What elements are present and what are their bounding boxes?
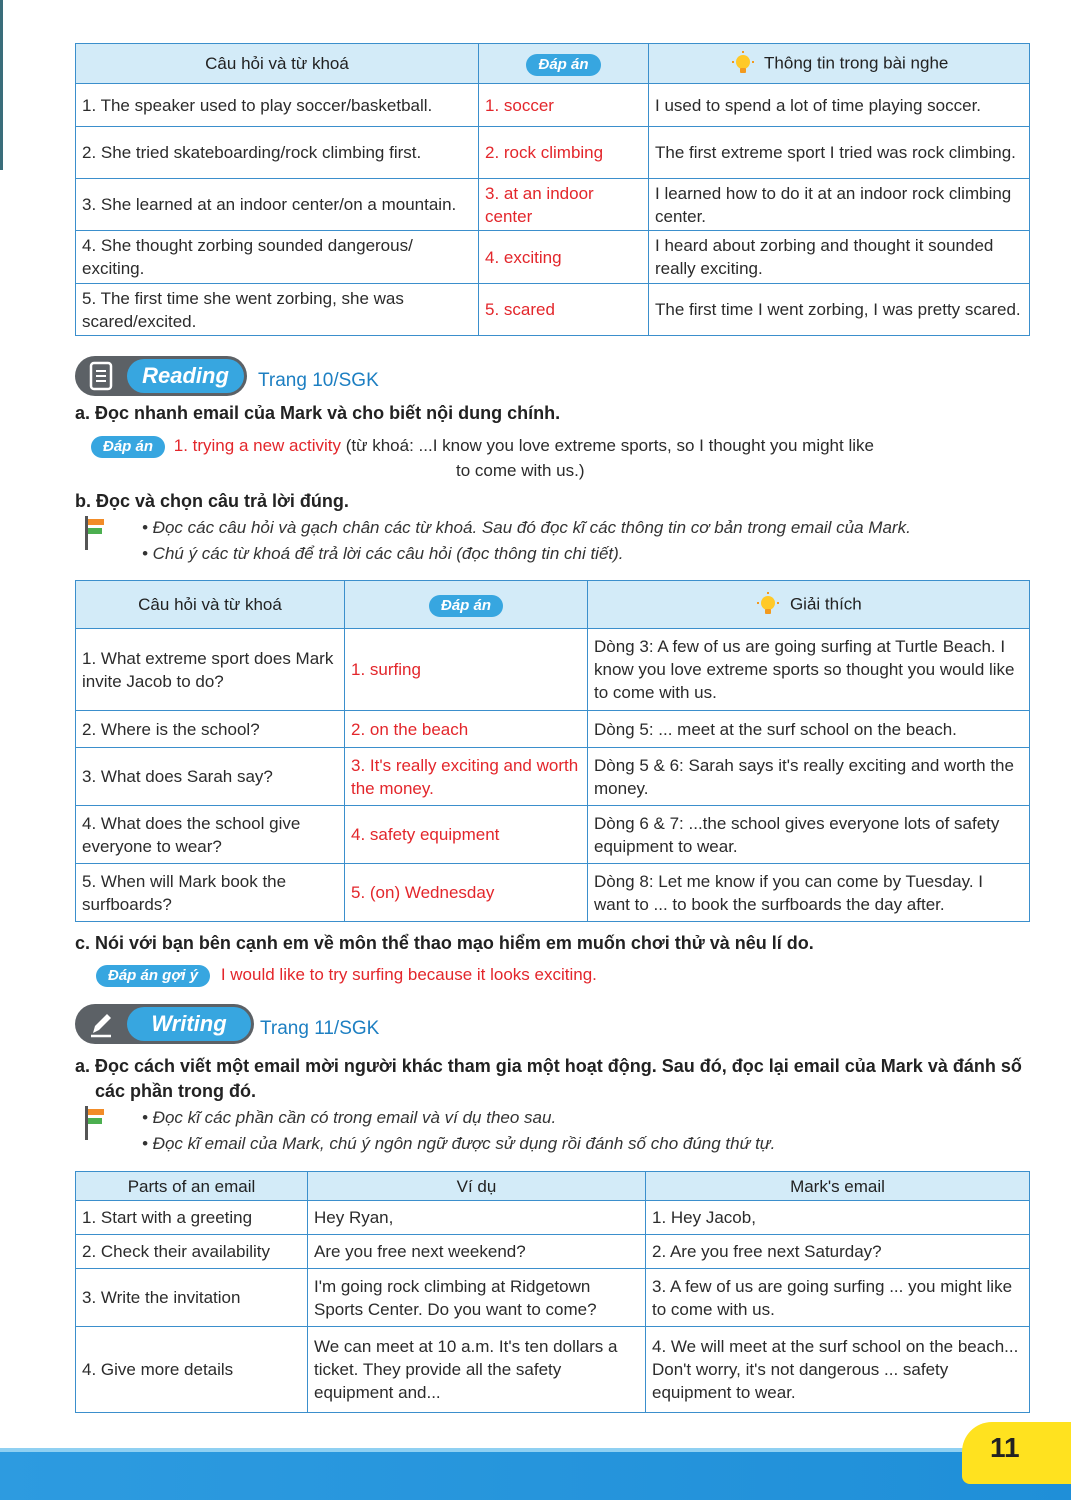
table-row: 4. Give more details We can meet at 10 a.m. It's ten dollars a ticket. They provide all the safety equipment and... 4. We will meet at the surf school on the beach... Don't worry, it's not dangerous ... safety equipment to wear.	[76, 1327, 1030, 1413]
header-parts: Parts of an email	[76, 1172, 308, 1201]
lightbulb-icon	[755, 592, 781, 618]
page-number: 11	[990, 1432, 1020, 1463]
table-row: 3. Write the invitation I'm going rock climbing at Ridgetown Sports Center. Do you want to come? 3. A few of us are going surfing ... you might like to come with us.	[76, 1269, 1030, 1327]
reading-tip-1: • Đọc các câu hỏi và gạch chân các từ khoá. Sau đó đọc kĩ các thông tin cơ bản trong email của Mark.	[142, 518, 911, 537]
reading-answer-line: Đáp án 1. trying a new activity (từ khoá: ...I know you love extreme sports, so I thought you might like	[91, 434, 874, 458]
table-row: 3. She learned at an indoor center/on a mountain. 3. at an indoor center I learned how to do it at an indoor rock climbing center.	[76, 179, 1030, 231]
reading-answer-note-cont: to come with us.)	[456, 461, 585, 480]
table-row: 4. She thought zorbing sounded dangerous/ exciting. 4. exciting I heard about zorbing and thought it sounded really exciting.	[76, 231, 1030, 284]
signpost-icon	[79, 514, 107, 550]
reading-part-c: c. Nói với bạn bên cạnh em về môn thể thao mạo hiểm em muốn chơi thử và nêu lí do.	[75, 933, 814, 953]
writing-part-a: a. Đọc cách viết một email mời người khác tham gia một hoạt động. Sau đó, đọc lại email của Mark và đánh số	[75, 1056, 1022, 1076]
suggested-answer-pill: Đáp án gợi ý	[96, 965, 210, 987]
footer-stripe	[0, 1448, 1071, 1452]
header-questions: Câu hỏi và từ khoá	[76, 44, 479, 84]
signpost-icon	[79, 1104, 107, 1140]
answer-pill: Đáp án	[91, 436, 165, 458]
header-marks-email: Mark's email	[646, 1172, 1030, 1201]
header-info: Thông tin trong bài nghe	[764, 52, 949, 72]
reading-answer-table	[75, 580, 1030, 922]
reading-label: Reading	[127, 359, 244, 393]
table-row: 2. She tried skateboarding/rock climbing first. 2. rock climbing The first extreme sport I tried was rock climbing.	[76, 127, 1030, 179]
footer-band	[0, 1448, 1071, 1500]
table-row: 5. When will Mark book the surfboards? 5. (on) Wednesday Dòng 8: Let me know if you can come by Tuesday. I want to ... to book the surfboards the day after.	[76, 864, 1030, 922]
lightbulb-icon	[730, 51, 756, 77]
writing-part-a-cont: các phần trong đó.	[95, 1081, 257, 1101]
writing-label: Writing	[127, 1007, 251, 1041]
table-row: 2. Check their availability Are you free next weekend? 2. Are you free next Saturday?	[76, 1235, 1030, 1269]
listening-answer-table	[75, 43, 1030, 336]
reading-page-ref: Trang 10/SGK	[258, 370, 379, 391]
writing-tip-2: • Đọc kĩ email của Mark, chú ý ngôn ngữ được sử dụng rồi đánh số cho đúng thứ tự.	[142, 1134, 776, 1153]
reading-tip-2: • Chú ý các từ khoá để trả lời các câu hỏi (đọc thông tin chi tiết).	[142, 544, 624, 563]
header-explanation: Giải thích	[789, 593, 862, 613]
answer-pill: Đáp án	[526, 54, 600, 76]
reading-part-b: b. Đọc và chọn câu trả lời đúng.	[75, 491, 349, 511]
writing-tip-1: • Đọc kĩ các phần cần có trong email và ví dụ theo sau.	[142, 1108, 557, 1127]
pencil-icon	[87, 1009, 115, 1039]
edge-mark	[0, 0, 3, 170]
table-row: 1. What extreme sport does Mark invite Jacob to do? 1. surfing Dòng 3: A few of us are going surfing at Turtle Beach. I know you love extreme sports so thought you would like to come with us.	[76, 629, 1030, 711]
header-questions: Câu hỏi và từ khoá	[76, 581, 345, 629]
reading-part-a: a. Đọc nhanh email của Mark và cho biết nội dung chính.	[75, 403, 561, 423]
table-row: 1. The speaker used to play soccer/basketball. 1. soccer I used to spend a lot of time playing soccer.	[76, 84, 1030, 127]
table-row: 2. Where is the school? 2. on the beach Dòng 5: ... meet at the surf school on the beach.	[76, 711, 1030, 748]
writing-page-ref: Trang 11/SGK	[260, 1018, 380, 1039]
table-row: 5. The first time she went zorbing, she was scared/excited. 5. scared The first time I went zorbing, I was pretty scared.	[76, 284, 1030, 336]
document-icon	[87, 361, 115, 391]
table-row: 4. What does the school give everyone to wear? 4. safety equipment Dòng 6 & 7: ...the school gives everyone lots of safety equipment to wear.	[76, 806, 1030, 864]
part-c-answer-line: Đáp án gợi ý I would like to try surfing because it looks exciting.	[96, 963, 597, 987]
table-row: 3. What does Sarah say? 3. It's really exciting and worth the money. Dòng 5 & 6: Sarah says it's really exciting and worth the money.	[76, 748, 1030, 806]
header-example: Ví dụ	[308, 1172, 646, 1201]
reading-section-bar	[75, 356, 247, 396]
writing-section-bar	[75, 1004, 254, 1044]
table-row: 1. Start with a greeting Hey Ryan, 1. Hey Jacob,	[76, 1201, 1030, 1235]
email-parts-table	[75, 1171, 1030, 1413]
answer-pill: Đáp án	[429, 595, 503, 617]
